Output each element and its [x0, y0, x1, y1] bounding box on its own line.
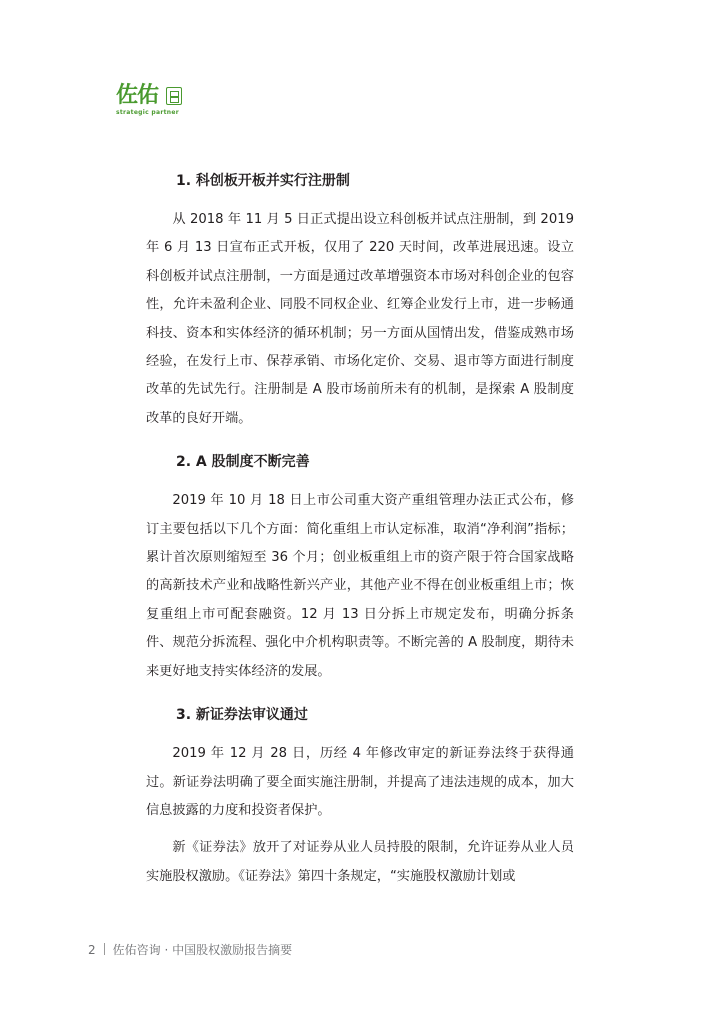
logo-seal-icon — [166, 87, 182, 105]
logo-tagline: strategic partner — [116, 109, 179, 116]
section-paragraph: 新《证券法》放开了对证券从业人员持股的限制，允许证券从业人员实施股权激励。《证券法》第四十条规定，“实施股权激励计划或 — [146, 840, 574, 884]
logo-wordmark: 佐佑 — [116, 83, 159, 108]
footer-divider — [104, 943, 105, 955]
section-paragraph: 从 2018 年 11 月 5 日正式提出设立科创板并试点注册制，到 2019 年 6 月 13 日宣布正式开板，仅用了 220 天时间，改革进展迅速。设立科创板并试点注册制，一方面是通过改革增强资本市场对科创企业的包容性，允许未盈利企业、同股不同权企业、红筹企业发行上市，进一步畅通科技、资本和实体经济的循环机制；另一方面从国情出发，借鉴成熟市场经验，在发行上市、保荐承销、市场化定价、交易、退市等方面进行制度改革的先试先行。注册制是 A 股市场前所未有的机制，是探索 A 股制度改革的良好开端。 — [146, 212, 574, 426]
section-heading: 2. A 股制度不断完善 — [176, 454, 310, 471]
section-heading: 3. 新证券法审议通过 — [176, 707, 308, 724]
footer-title: 佐佑咨询 · 中国股权激励报告摘要 — [112, 943, 293, 957]
section-paragraph: 2019 年 12 月 28 日，历经 4 年修改审定的新证券法终于获得通过。新证券法明确了要全面实施注册制，并提高了违法违规的成本，加大信息披露的力度和投资者保护。 — [146, 746, 574, 818]
section-paragraph: 2019 年 10 月 18 日上市公司重大资产重组管理办法正式公布，修订主要包括以下几个方面：简化重组上市认定标准，取消“净利润”指标；累计首次原则缩短至 36 个月；创业板重组上市的资产限于符合国家战略的高新技术产业和战略性新兴产业，其他产业不得在创业板重组上市；恢复重组上市可配套融资。12 月 13 日分拆上市规定发布，明确分拆条件、规范分拆流程、强化中介机构职责等。不断完善的 A 股制度，期待未来更好地支持实体经济的发展。 — [146, 493, 574, 679]
report-body — [146, 170, 574, 891]
company-logo — [116, 84, 186, 124]
page-footer — [88, 942, 292, 958]
page-number: 2 — [88, 943, 96, 957]
section-heading: 1. 科创板开板并实行注册制 — [176, 173, 350, 189]
